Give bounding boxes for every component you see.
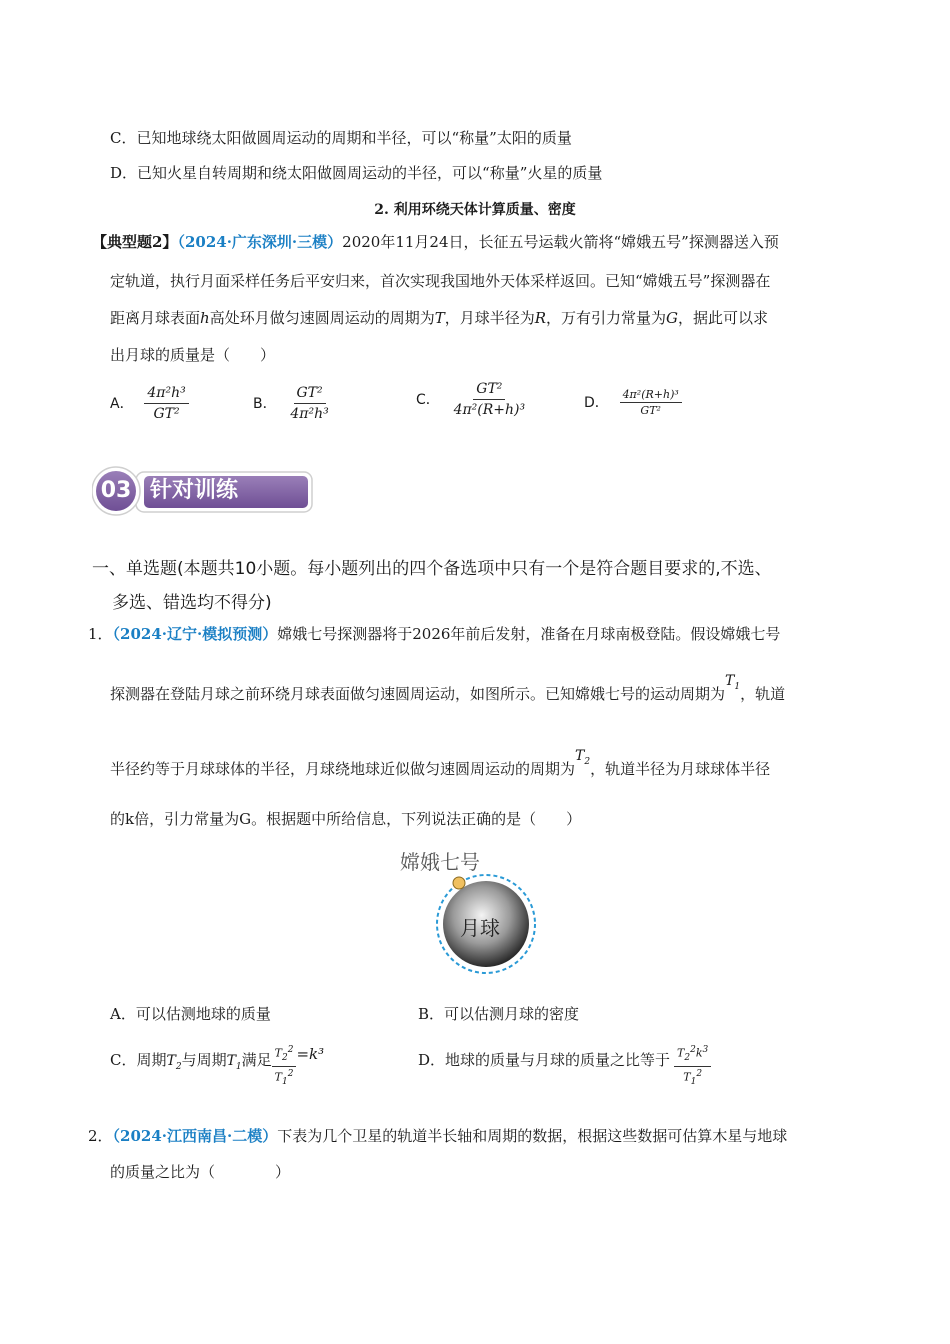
question1-option-a[interactable]: A．可以估测地球的质量 xyxy=(110,1005,271,1023)
example2-option-a[interactable]: A． $\frac{\text{4π²h³}}{\text{GT²}}$ xyxy=(110,384,189,423)
question2-line2: 的质量之比为（ ） xyxy=(110,1163,291,1181)
question2-source: （2024·江西南昌·二模） xyxy=(112,1127,278,1145)
question1-line4: 的k倍，引力常量为G。根据题中所给信息，下列说法正确的是（ ） xyxy=(110,810,582,828)
prev-option-c: C．已知地球绕太阳做圆周运动的周期和半径，可以“称量”太阳的质量 xyxy=(110,129,572,147)
subsection-title: 2. 利用环绕天体计算质量、密度 xyxy=(374,202,576,218)
question2-text1: 下表为几个卫星的轨道半长轴和周期的数据，根据这些数据可估算木星与地球 xyxy=(277,1127,788,1145)
section-heading-line2: 多选、错选均不得分) xyxy=(112,593,272,613)
example2-line3: 距离月球表面h高处环月做匀速圆周运动的周期为T，月球半径为R，万有引力常量为G，据此可以求 xyxy=(110,309,769,327)
question1-figure xyxy=(390,846,580,976)
example2-line1 xyxy=(92,232,779,252)
question1-line3: 半径约等于月球球体的半径，月球绕地球近似做匀速圆周运动的周期为$T_2$，轨道半径为月球球体半径 xyxy=(110,748,771,778)
example2-line4: 出月球的质量是（ ） xyxy=(110,346,276,364)
question2-line1 xyxy=(88,1126,787,1146)
prev-option-d: D．已知火星自转周期和绕太阳做圆周运动的半径，可以“称量”火星的质量 xyxy=(110,164,603,182)
question2-number: 2． xyxy=(88,1127,113,1145)
section-badge-number: 03 xyxy=(100,478,132,503)
question1-line2: 探测器在登陆月球之前环绕月球表面做匀速圆周运动，如图所示。已知嫦娥七号的运动周期为$T_1$，轨道 xyxy=(110,673,786,703)
section-badge-title: 针对训练 xyxy=(150,478,239,503)
example2-option-d[interactable]: D． $\frac{\text{4π²(R+h)³}}{\text{GT²}}$ xyxy=(584,388,682,417)
question1-option-b[interactable]: B．可以估测月球的密度 xyxy=(418,1005,580,1023)
probe-dot xyxy=(453,877,465,889)
question1-number: 1． xyxy=(88,625,113,643)
question1-text1: 嫦娥七号探测器将于2026年前后发射，准备在月球南极登陆。假设嫦娥七号 xyxy=(277,625,781,643)
example2-option-b[interactable]: B． $\frac{\text{GT²}}{\text{4π²h³}}$ xyxy=(253,385,329,422)
section-heading xyxy=(92,552,872,620)
section-heading-line1: 一、单选题(本题共10小题。每小题列出的四个备选项中只有一个是符合题目要求的,不选、 xyxy=(92,559,772,579)
moon-label: 月球 xyxy=(460,916,500,940)
question1-option-c[interactable]: C．周期$T_2$与周期$T_1$满足 $\frac{T_2^2}{T_1^2}$ =k³ xyxy=(110,1045,325,1088)
example2-label: 【典型题2】 xyxy=(92,233,178,251)
section-badge xyxy=(92,466,314,516)
example2-line2: 定轨道，执行月面采样任务后平安归来，首次实现我国地外天体采样返回。已知“嫦娥五号”探测器在 xyxy=(110,272,771,290)
question1-source: （2024·辽宁·模拟预测） xyxy=(112,625,278,643)
example2-option-c[interactable]: C． $\frac{\text{GT²}}{\text{4π²(R+h)³}}$ xyxy=(416,381,526,418)
example2-text1: 2020年11月24日，长征五号运载火箭将“嫦娥五号”探测器送入预 xyxy=(342,233,779,251)
question1-option-d[interactable]: D．地球的质量与月球的质量之比等于 $\frac{T_2^2k^3}{T_1^2}$ xyxy=(418,1040,711,1089)
probe-label: 嫦娥七号 xyxy=(400,850,480,874)
question1-line1 xyxy=(88,624,780,644)
example2-source: （2024·广东深圳·三模） xyxy=(177,233,343,251)
